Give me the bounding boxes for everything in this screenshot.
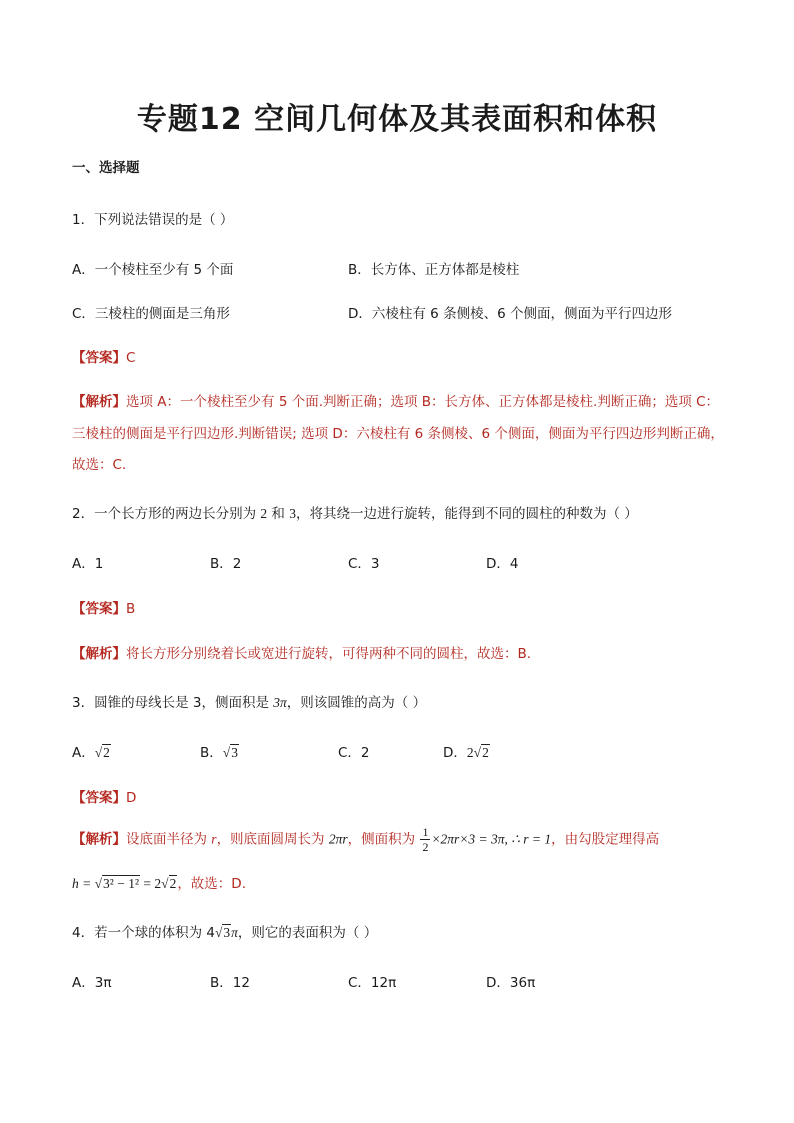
question-2-option-a: A．1 xyxy=(72,556,104,572)
stem-text: 3．圆锥的母线长是 3，侧面积是 xyxy=(72,695,274,711)
stem-text-end: ，则它的表面积为（ ） xyxy=(237,925,378,941)
question-3-option-a: A．√2 xyxy=(72,745,110,761)
fraction-one-half xyxy=(420,825,430,854)
stem-value-b: 3 xyxy=(289,506,296,521)
option-label: D． xyxy=(443,745,467,761)
radicand: 3² − 1² xyxy=(103,876,140,891)
stem-text-mid: 和 xyxy=(267,506,290,522)
stem-value-a: 2 xyxy=(260,506,268,521)
question-2-option-b: B．2 xyxy=(210,556,242,572)
question-4-option-c: C．12π xyxy=(348,975,397,991)
question-1-answer xyxy=(72,346,135,366)
analysis-text: ，侧面积为 xyxy=(347,831,420,848)
option-label: B． xyxy=(200,745,223,761)
question-3-answer xyxy=(72,786,136,806)
stem-text: 2．一个长方形的两边长分别为 xyxy=(72,506,261,522)
fraction-denominator: 2 xyxy=(422,840,429,854)
question-1-analysis-line-2: 三棱柱的侧面是平行四边形.判断错误; 选项 D：六棱柱有 6 条侧棱、6 个侧面，侧面为平行四边形判断正确， xyxy=(72,426,724,442)
answer-value: D xyxy=(126,790,137,806)
radicand: 3 xyxy=(223,925,231,940)
question-1-option-b: B．长方体、正方体都是棱柱 xyxy=(348,262,520,278)
question-2-analysis xyxy=(72,642,531,662)
analysis-tag: 【解析】 xyxy=(72,646,126,662)
coefficient: 2 xyxy=(466,745,474,760)
question-4-option-b: B．12 xyxy=(210,975,250,991)
radicand: 3 xyxy=(231,745,238,760)
page-title: 专题12 空间几何体及其表面积和体积 xyxy=(136,102,658,137)
question-1-option-a: A．一个棱柱至少有 5 个面 xyxy=(72,262,234,278)
question-3-analysis-line-1 xyxy=(72,825,659,854)
question-4-stem: 4．若一个球的体积为 4√3π，则它的表面积为（ ） xyxy=(72,925,378,941)
radicand: 2 xyxy=(169,876,177,891)
question-2-answer xyxy=(72,597,135,617)
question-3-stem xyxy=(72,691,426,711)
analysis-text: ，则底面圆周长为 xyxy=(216,831,329,848)
question-4-option-d: D．36π xyxy=(486,975,536,991)
question-2-stem xyxy=(72,502,638,522)
stem-area: 3π xyxy=(273,695,287,710)
analysis-tag: 【解析】 xyxy=(72,394,126,410)
option-label: A． xyxy=(72,745,95,761)
question-2-option-c: C．3 xyxy=(348,556,380,572)
radicand: 2 xyxy=(482,745,489,760)
answer-tag: 【答案】 xyxy=(72,350,126,366)
answer-value: B xyxy=(126,601,136,617)
question-1-analysis-line-1 xyxy=(72,390,719,410)
radicand: 2 xyxy=(103,745,110,760)
question-1-option-d: D．六棱柱有 6 条侧棱、6 个侧面，侧面为平行四边形 xyxy=(348,306,672,322)
analysis-equation: ×2πr×3 = 3π, ∴ r = 1 xyxy=(431,831,552,847)
analysis-tag: 【解析】 xyxy=(72,831,126,848)
analysis-text: ，故选：D. xyxy=(177,876,246,892)
analysis-text: 选项 A：一个棱柱至少有 5 个面.判断正确；选项 B：长方体、正方体都是棱柱.判断正确；选项 C： xyxy=(126,394,720,410)
question-3-analysis-line-2: h = √3² − 1² = 2√2，故选：D. xyxy=(72,876,246,892)
answer-tag: 【答案】 xyxy=(72,790,126,806)
question-1-analysis-line-3: 故选：C. xyxy=(72,457,127,473)
answer-value: C xyxy=(126,350,136,366)
analysis-equals: = 2 xyxy=(140,876,162,891)
question-3-option-c: C．2 xyxy=(338,745,370,761)
stem-text: 4．若一个球的体积为 4 xyxy=(72,925,215,941)
fraction-numerator: 1 xyxy=(422,825,429,839)
question-4-option-a: A．3π xyxy=(72,975,112,991)
stem-text-end: ，则该圆锥的高为（ ） xyxy=(286,695,427,711)
analysis-text: 将长方形分别绕着长或宽进行旋转，可得两种不同的圆柱，故选：B. xyxy=(126,646,532,662)
analysis-text: ，由勾股定理得高 xyxy=(551,831,660,848)
question-2-option-d: D．4 xyxy=(486,556,519,572)
analysis-var-r: r xyxy=(211,831,217,847)
question-1-stem: 1．下列说法错误的是（ ） xyxy=(72,212,234,228)
analysis-text: 设底面半径为 xyxy=(126,831,212,848)
question-1-option-c: C．三棱柱的侧面是三角形 xyxy=(72,306,230,322)
question-3-option-b: B．√3 xyxy=(200,745,238,761)
analysis-circumference: 2πr xyxy=(328,831,348,847)
stem-text-end: ，将其绕一边进行旋转，能得到不同的圆柱的种数为（ ） xyxy=(295,506,638,522)
section-heading: 一、选择题 xyxy=(72,160,140,176)
analysis-h: h = xyxy=(72,876,95,891)
stem-pi: π xyxy=(231,925,238,940)
question-3-option-d: D．2√2 xyxy=(443,745,489,761)
answer-tag: 【答案】 xyxy=(72,601,126,617)
